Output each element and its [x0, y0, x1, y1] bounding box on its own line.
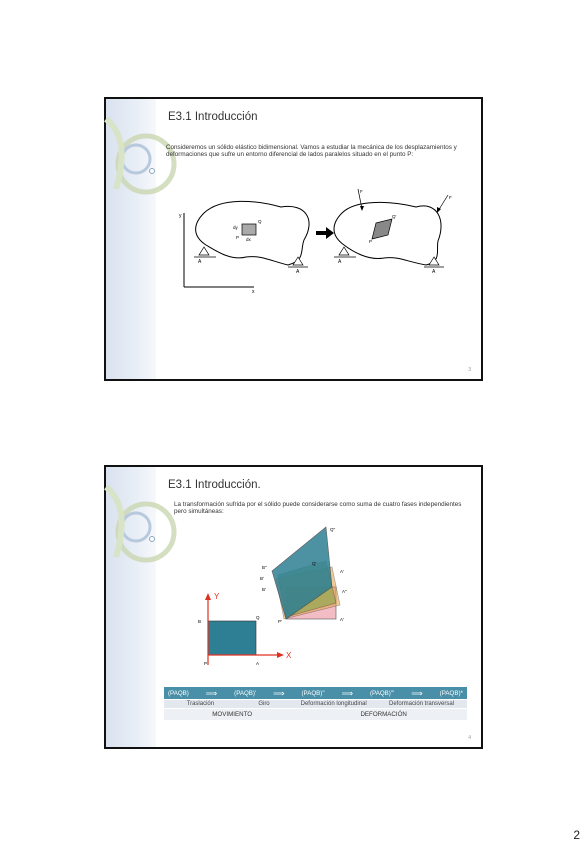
- slide-text: La transformación sufrida por el sólido puede considerarse como suma de cuatro fases independientes pero simultáneas:: [174, 501, 462, 516]
- svg-text:P': P': [278, 619, 282, 624]
- svg-text:B': B': [262, 587, 266, 592]
- decorative-rings-icon: [106, 467, 166, 751]
- svg-text:A: A: [432, 269, 436, 275]
- svg-text:A'': A'': [342, 589, 347, 594]
- arrow-right-icon: ⟹: [341, 688, 354, 698]
- svg-text:F: F: [449, 195, 452, 200]
- dy-label: dy: [233, 225, 238, 230]
- arrow-right-icon: ⟹: [273, 688, 285, 698]
- original-square: [208, 621, 256, 655]
- svg-text:P: P: [369, 239, 373, 244]
- x-label: x: [252, 289, 255, 295]
- decorative-sidebar: [106, 99, 156, 379]
- p-label: P: [236, 235, 240, 240]
- slide-page-number: 3: [468, 367, 471, 373]
- slide-page-number: 4: [468, 735, 471, 741]
- flow-groups-row: MOVIMIENTO DEFORMACIÓN: [164, 708, 467, 720]
- flow-states-bar: (PAQB) ⟹ (PAQB)' ⟹ (PAQB)'' ⟹ (PAQB)''' ⟹ (PAQB)*: [164, 687, 467, 699]
- svg-text:Q'': Q'': [330, 527, 336, 532]
- page-number: 2: [573, 828, 580, 842]
- slide-title: E3.1 Introducción.: [168, 479, 261, 491]
- arrow-right-icon: ⟹: [411, 688, 423, 698]
- y-label: y: [179, 213, 182, 219]
- x-label: X: [286, 651, 292, 660]
- svg-text:B': B': [260, 576, 264, 581]
- transform-arrow-icon: [316, 227, 334, 239]
- svg-text:A: A: [338, 259, 342, 265]
- decorative-sidebar: [106, 467, 156, 747]
- svg-text:A': A': [340, 617, 344, 622]
- svg-text:P: P: [204, 661, 208, 666]
- svg-text:A': A': [340, 569, 344, 574]
- svg-text:B'': B'': [262, 565, 267, 570]
- dx-label: dx: [246, 237, 251, 242]
- svg-text:Q: Q: [256, 615, 260, 620]
- decorative-rings-icon: [106, 99, 166, 383]
- support-a1: A: [198, 259, 202, 265]
- arrow-right-icon: ⟹: [205, 688, 218, 698]
- q-label: Q: [258, 219, 262, 224]
- svg-text:B: B: [198, 619, 202, 624]
- transformation-diagram: [194, 527, 394, 677]
- y-label: Y: [214, 592, 220, 601]
- support-a2: A: [296, 269, 300, 275]
- slide-title: E3.1 Introducción: [168, 111, 258, 123]
- svg-text:F: F: [360, 189, 363, 194]
- slide-3: [104, 97, 483, 381]
- transformation-flow-table: [164, 687, 467, 720]
- svg-text:Q': Q': [312, 561, 317, 566]
- svg-text:A: A: [256, 661, 260, 666]
- element-square: [242, 224, 256, 235]
- svg-text:Q': Q': [392, 214, 397, 219]
- slide-text: Consideremos un sólido elástico bidimensional. Vamos a estudiar la mecánica de los desplazamientos y deformaciones que sufre un entorno diferencial de lados paralelos situado en el punto P:: [166, 144, 457, 159]
- slide-4: [104, 465, 483, 749]
- flow-phases-row: Traslación Giro Deformación longitudinal Deformación transversal: [164, 699, 467, 708]
- solid-diagram: [176, 189, 466, 305]
